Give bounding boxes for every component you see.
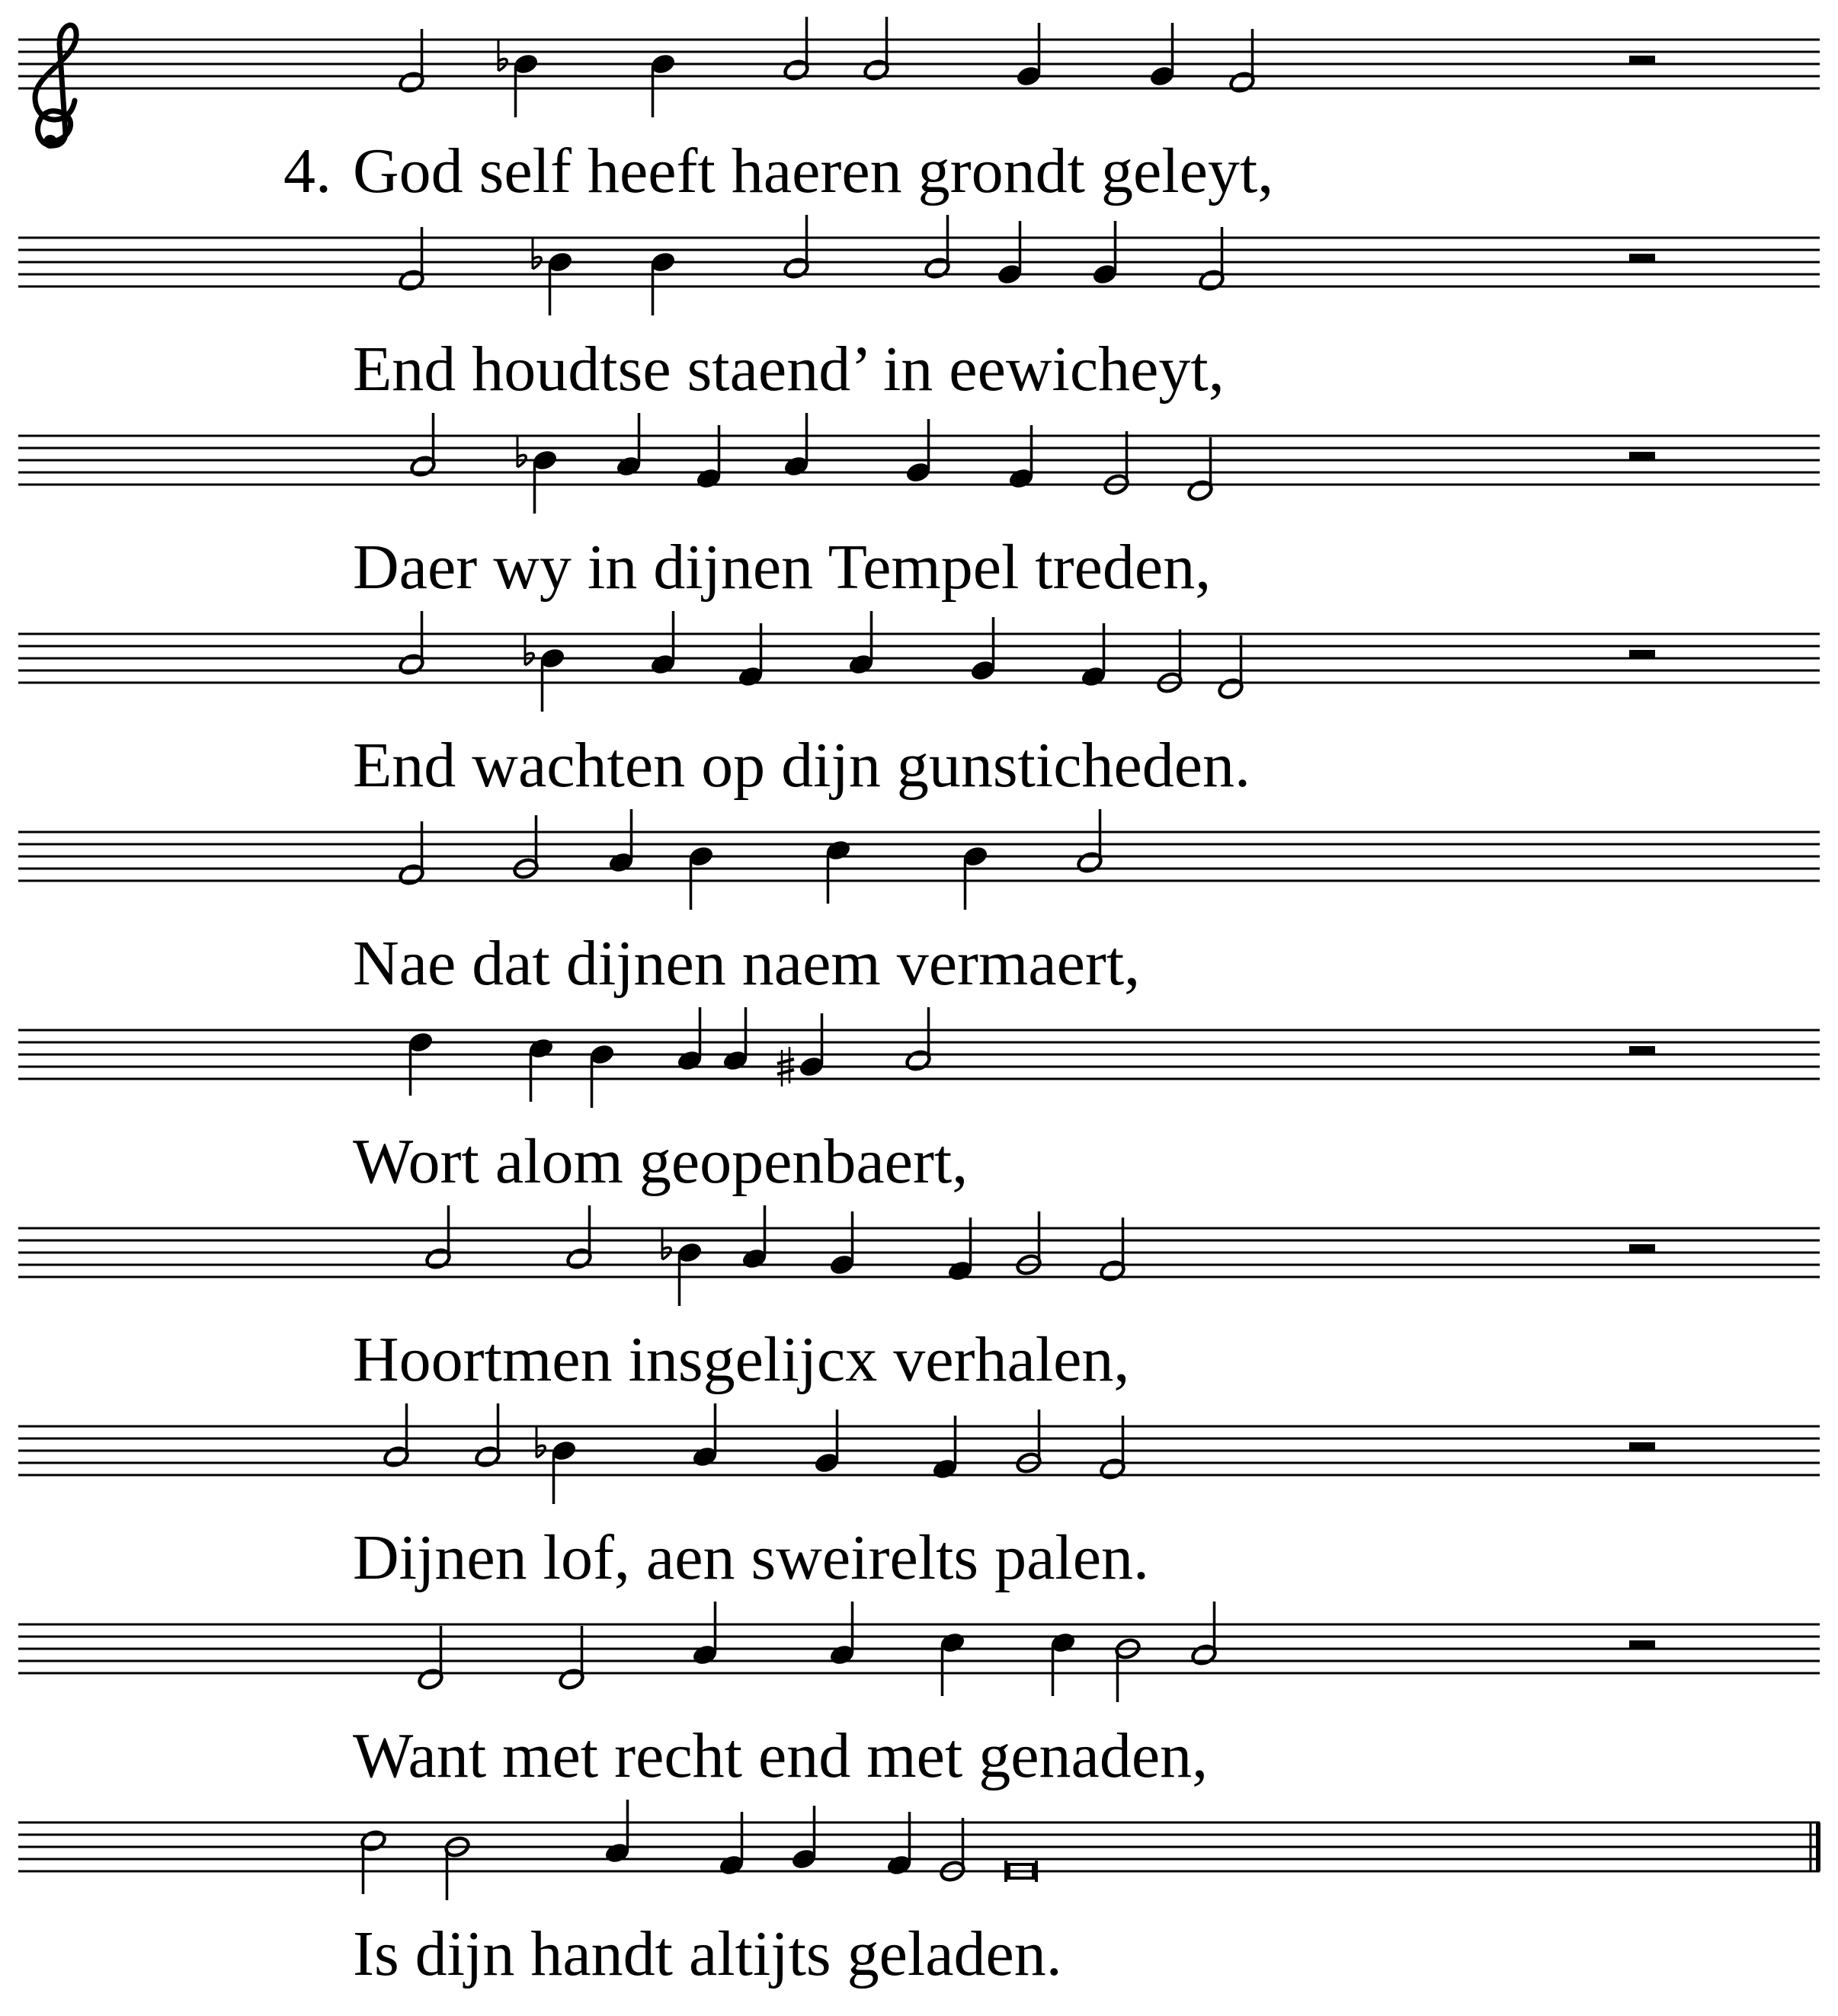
half-note xyxy=(783,215,810,280)
lyric-line: God self heeft haeren grondt geleyt, xyxy=(353,136,1274,206)
half-note xyxy=(1103,431,1130,496)
lyric-line: End wachten op dijn gunsticheden. xyxy=(353,730,1251,801)
quarter-note xyxy=(939,1631,966,1696)
half-rest-icon xyxy=(1629,1442,1655,1451)
staff xyxy=(18,1822,1820,1871)
lyric-line: Want met recht end met genaden, xyxy=(353,1720,1209,1791)
quarter-note xyxy=(676,1007,703,1072)
lyric-line: End houdtse staend’ in eewicheyt, xyxy=(353,334,1225,405)
flat-icon xyxy=(536,1426,545,1458)
half-note xyxy=(1114,1637,1142,1702)
half-rest-icon xyxy=(1629,1640,1655,1649)
half-note xyxy=(424,1205,452,1270)
half-note xyxy=(360,1829,387,1894)
half-note xyxy=(512,815,540,880)
half-note xyxy=(409,413,437,478)
half-rest-icon xyxy=(1629,254,1655,262)
staff xyxy=(18,1624,1820,1673)
half-note xyxy=(1190,1602,1218,1666)
quarter-note xyxy=(996,221,1023,286)
quarter-note xyxy=(649,53,677,117)
half-note xyxy=(398,611,425,676)
quarter-note xyxy=(813,1410,841,1474)
lyric-line: Dijnen lof, aen sweirelts palen. xyxy=(353,1522,1149,1593)
quarter-note xyxy=(607,809,635,874)
lyric-line: Wort alom geopenbaert, xyxy=(353,1126,969,1197)
quarter-note xyxy=(969,617,997,682)
quarter-note xyxy=(687,845,715,910)
quarter-note xyxy=(783,413,810,478)
quarter-note xyxy=(1049,1631,1077,1696)
flat-icon xyxy=(533,238,541,269)
half-note xyxy=(863,17,890,82)
lyric-line: Is dijn handt altijts geladen. xyxy=(353,1918,1062,1989)
staff xyxy=(18,40,1820,88)
lyric-line: Hoortmen insgelijcx verhalen, xyxy=(353,1324,1130,1395)
half-rest-icon xyxy=(1629,1244,1655,1253)
flat-icon xyxy=(498,40,507,71)
staff xyxy=(18,634,1820,683)
verse-number: 4. xyxy=(283,136,331,206)
quarter-note xyxy=(828,1211,856,1276)
treble-clef-icon xyxy=(35,25,76,149)
lyric-line: Nae dat dijnen naem vermaert, xyxy=(353,928,1141,999)
quarter-note xyxy=(407,1031,434,1096)
quarter-note xyxy=(1148,23,1176,88)
half-note xyxy=(1015,1410,1042,1474)
half-note xyxy=(939,1818,966,1883)
half-note xyxy=(924,215,951,280)
half-note xyxy=(905,1007,932,1072)
quarter-note xyxy=(1091,221,1119,286)
half-rest-icon xyxy=(1629,452,1655,460)
quarter-note xyxy=(962,845,989,910)
quarter-note xyxy=(527,1037,555,1102)
half-note xyxy=(1156,629,1183,694)
quarter-note xyxy=(905,419,932,484)
quarter-note xyxy=(588,1043,616,1108)
staff xyxy=(18,1228,1820,1277)
quarter-note xyxy=(649,611,677,676)
quarter-note xyxy=(615,413,642,478)
quarter-note xyxy=(828,1602,856,1666)
half-note xyxy=(565,1205,593,1270)
flat-icon xyxy=(525,634,533,665)
quarter-note xyxy=(1015,23,1042,88)
quarter-note xyxy=(741,1205,768,1270)
staff xyxy=(18,832,1820,881)
quarter-note xyxy=(722,1007,749,1072)
quarter-note xyxy=(649,251,677,315)
quarter-note xyxy=(790,1806,818,1870)
flat-icon xyxy=(662,1228,671,1259)
quarter-note xyxy=(825,839,852,904)
staff xyxy=(18,1030,1820,1079)
half-note xyxy=(1076,809,1103,874)
staff xyxy=(18,1426,1820,1475)
quarter-note xyxy=(604,1800,631,1864)
half-note xyxy=(474,1403,501,1468)
half-rest-icon xyxy=(1629,56,1655,64)
half-note xyxy=(1015,1211,1042,1276)
half-note xyxy=(443,1835,471,1900)
half-rest-icon xyxy=(1629,1046,1655,1054)
half-note xyxy=(783,17,810,82)
half-note xyxy=(383,1403,410,1468)
staff xyxy=(18,238,1820,286)
quarter-note xyxy=(847,611,875,676)
quarter-note xyxy=(777,1013,825,1086)
quarter-note xyxy=(691,1403,719,1468)
half-rest-icon xyxy=(1629,650,1655,658)
flat-icon xyxy=(517,436,526,467)
lyric-line: Daer wy in dijnen Tempel treden, xyxy=(353,532,1212,603)
quarter-note xyxy=(691,1602,719,1666)
